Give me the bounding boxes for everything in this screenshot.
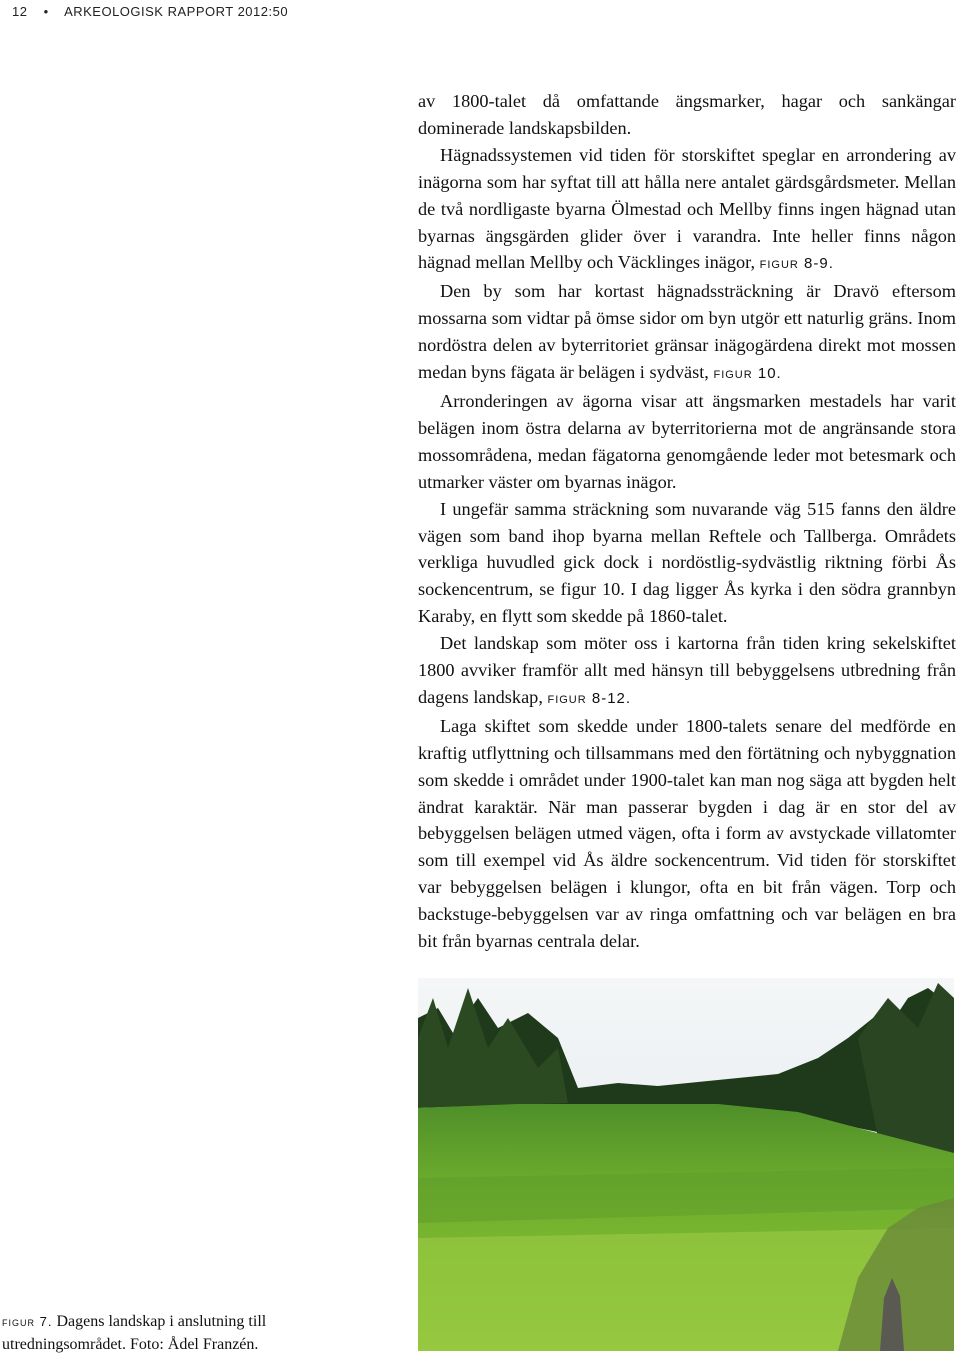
page-number: 12	[12, 4, 28, 19]
paragraph: Arronderingen av ägorna visar att ängsmarken mestadels har varit belägen inom östra delarna av byterritorierna mot de angränsande stora mossområdena, medan fägatorna genomgående leder mot betesmark och utmarker väster om byarnas inägor.	[418, 390, 956, 492]
figure-reference: figur 8-12.	[547, 689, 632, 707]
paragraph: Hägnadssystemen vid tiden för storskiftet speglar en arrondering av inägorna som har syftat till att hålla nere antalet gärdsgårdsmeter. Mellan de två nordligaste byarna Ölmestad och Mellby finns ingen hägnad utan byarnas ängsgärden glider över i varandra. Inte heller finns någon hägnad mellan Mellby och Väcklinges inägor, figur 8-9.	[418, 144, 956, 273]
publication-title: ARKEOLOGISK RAPPORT 2012:50	[64, 4, 289, 19]
paragraph: Laga skiftet som skedde under 1800-talets senare del medförde en kraftig utflyttning och tillsammans med den förtätning och nybyggnation som skedde i området under 1900-talet kan man nog säga att bygden helt ändrat karaktär. När man passerar bygden i dag är en stor del av bebyggelsen belägen utmed vägen, ofta i form av avstyckade villatomter som till exempel vid Ås äldre sockencentrum. Vid tiden för storskiftet var bebyggelsen belägen i klungor, ofta en bit från vägen. Torp och backstuge-bebyggelsen var av ringa omfattning och var belägen en bra bit från byarnas centrala delar.	[418, 715, 956, 952]
figure-caption	[2, 1310, 386, 1356]
paragraph: av 1800-talet då omfattande ängsmarker, hagar och sankängar dominerade landskapsbilden.	[418, 91, 956, 138]
landscape-photo	[418, 978, 954, 1351]
body-text-column	[418, 88, 956, 955]
paragraph: I ungefär samma sträckning som nuvarande väg 515 fanns den äldre vägen som band ihop byarna mellan Reftele och Tallberga. Områdets verkliga huvudled gick dock i nordöstlig-sydvästlig riktning förbi Ås sockencentrum, se figur 10. I dag ligger Ås kyrka i den södra grannbyn Karaby, en flytt som skedde på 1860-talet.	[418, 498, 956, 627]
running-header	[12, 4, 300, 19]
meadow-forest-illustration	[418, 978, 954, 1351]
figure-reference: figur 10.	[713, 365, 782, 383]
paragraph: Den by som har kortast hägnadssträckning är Dravö eftersom mossarna som vidtar på ömse sidor om byn utgör ett naturlig gräns. Inom nordöstra delen av byterritoriet gränsar inägogärdena direkt mot mossen medan byns fägata är belägen i sydväst, figur 10.	[418, 281, 956, 383]
figure-reference: figur 8-9.	[759, 255, 834, 273]
caption-text: Dagens landskap i anslutning till utredningsområdet. Foto: Ådel Franzén.	[2, 1313, 267, 1353]
paragraph: Det landskap som möter oss i kartorna från tiden kring sekelskiftet 1800 avviker framför allt med hänsyn till bebyggelsens utbredning från dagens landskap, figur 8-12.	[418, 633, 956, 707]
header-bullet: •	[43, 4, 49, 19]
figure-label: figur 7.	[2, 1314, 53, 1329]
